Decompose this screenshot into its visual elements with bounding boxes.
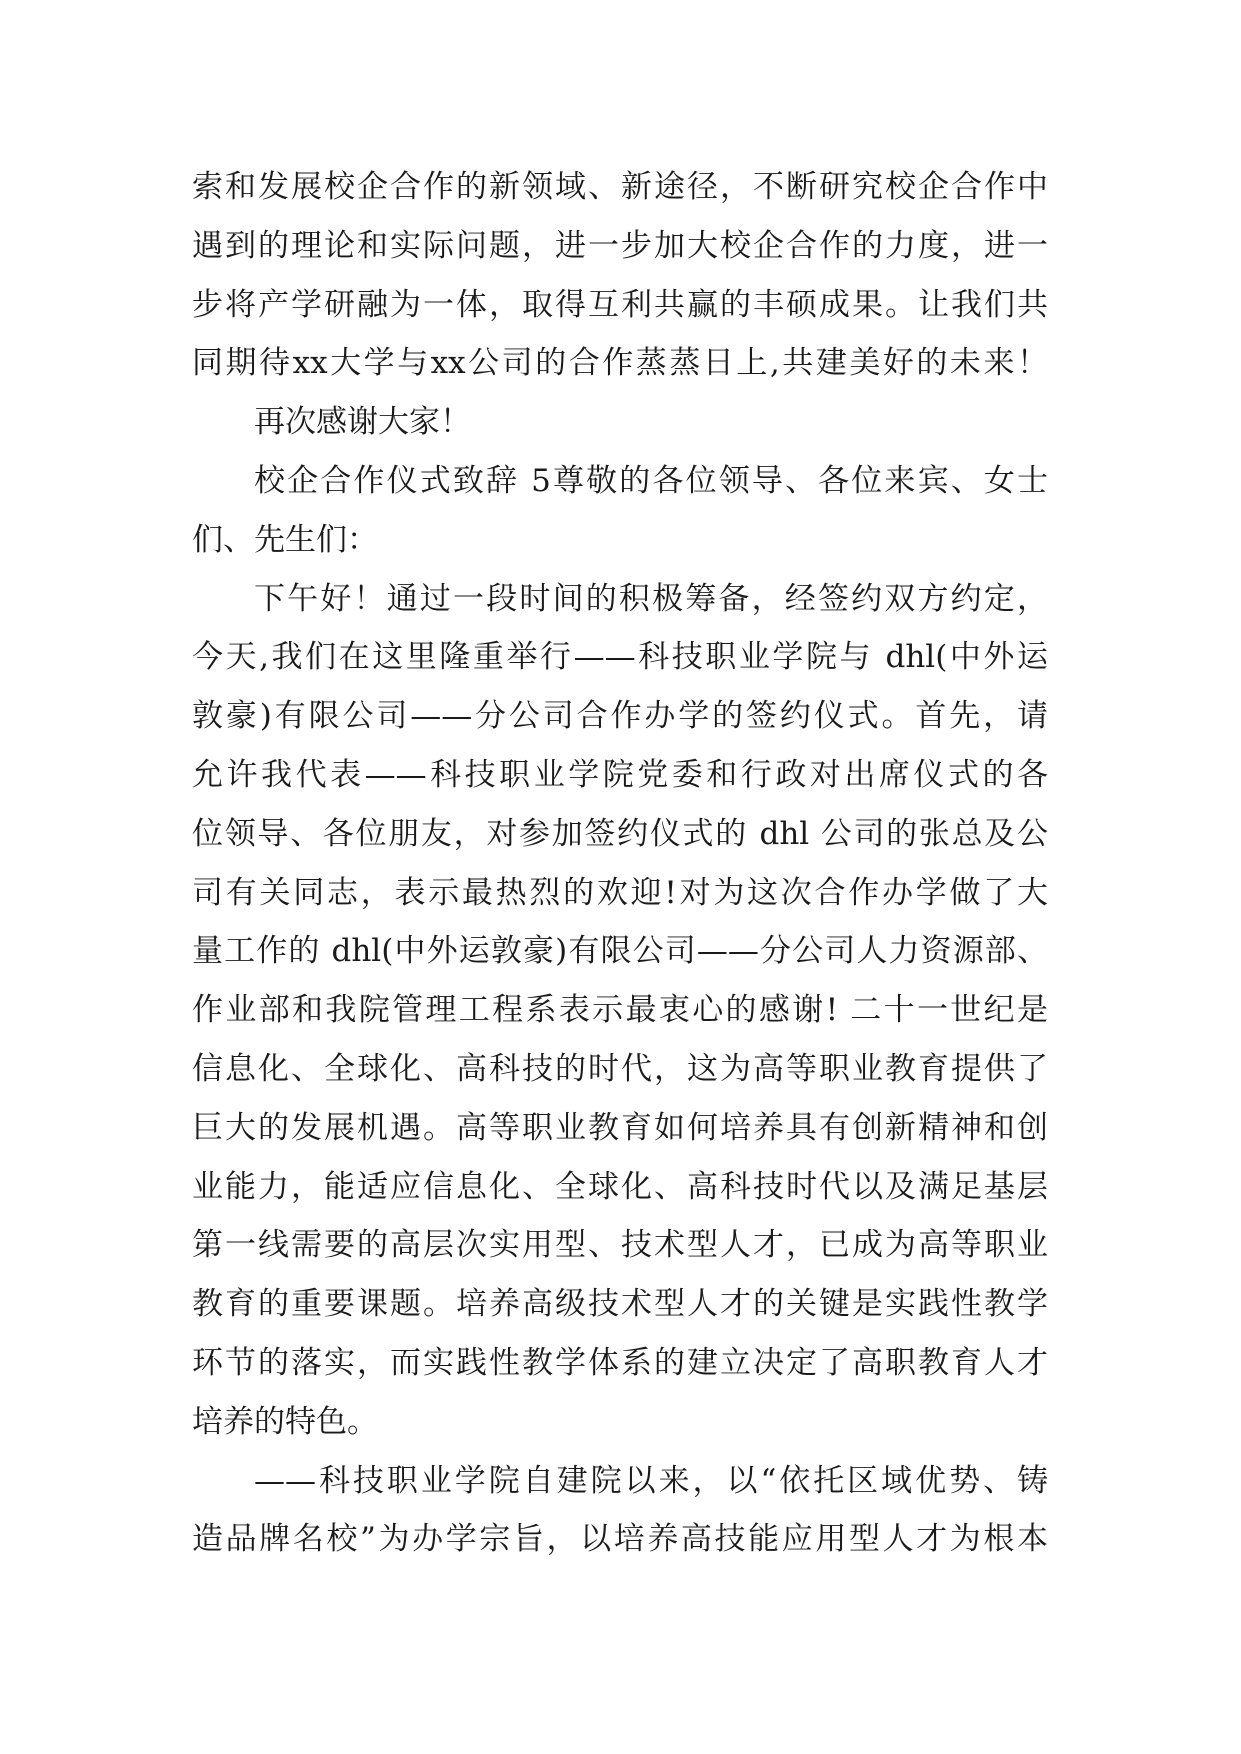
text-line: 环节的落实，而实践性教学体系的建立决定了高职教育人才 (192, 1344, 1048, 1381)
text-line: 校企合作仪式致辞 5尊敬的各位领导、各位来宾、女士 (254, 462, 1048, 499)
text-line: 今天,我们在这里隆重举行——科技职业学院与 dhl(中外运 (192, 639, 1048, 676)
text-line: 允许我代表——科技职业学院党委和行政对出席仪式的各 (192, 756, 1048, 793)
text-line: 教育的重要课题。培养高级技术型人才的关键是实践性教学 (192, 1286, 1048, 1323)
text-line: 敦豪)有限公司——分公司合作办学的签约仪式。首先，请 (192, 698, 1048, 735)
text-line: 培养的特色。 (192, 1403, 378, 1440)
text-line: 们、先生们： (192, 521, 378, 558)
text-line: 遇到的理论和实际问题，进一步加大校企合作的力度，进一 (192, 227, 1048, 264)
text-line: 业能力，能适应信息化、全球化、高科技时代以及满足基层 (192, 1168, 1048, 1205)
text-line: 司有关同志，表示最热烈的欢迎!对为这次合作办学做了大 (192, 874, 1048, 911)
text-line: 信息化、全球化、高科技的时代，这为高等职业教育提供了 (192, 1050, 1048, 1087)
text-line: 量工作的 dhl(中外运敦豪)有限公司——分公司人力资源部、 (192, 933, 1048, 970)
document-body-text (192, 158, 1048, 1569)
text-line: 第一线需要的高层次实用型、技术型人才，已成为高等职业 (192, 1227, 1048, 1264)
text-line: 同期待xx大学与xx公司的合作蒸蒸日上,共建美好的未来！ (192, 345, 1048, 382)
text-line: 位领导、各位朋友，对参加签约仪式的 dhl 公司的张总及公 (192, 815, 1048, 852)
text-line: ——科技职业学院自建院以来，以“依托区域优势、铸 (254, 1462, 1048, 1499)
text-line: 作业部和我院管理工程系表示最衷心的感谢! 二十一世纪是 (192, 992, 1048, 1029)
text-line: 下午好！通过一段时间的积极筹备，经签约双方约定， (254, 580, 1048, 617)
text-line: 步将产学研融为一体，取得互利共赢的丰硕成果。让我们共 (192, 286, 1048, 323)
text-line: 巨大的发展机遇。高等职业教育如何培养具有创新精神和创 (192, 1109, 1048, 1146)
text-line: 索和发展校企合作的新领域、新途径，不断研究校企合作中 (192, 169, 1048, 205)
text-line: 造品牌名校”为办学宗旨，以培养高技能应用型人才为根本 (192, 1521, 1048, 1558)
text-line: 再次感谢大家！ (254, 404, 471, 441)
